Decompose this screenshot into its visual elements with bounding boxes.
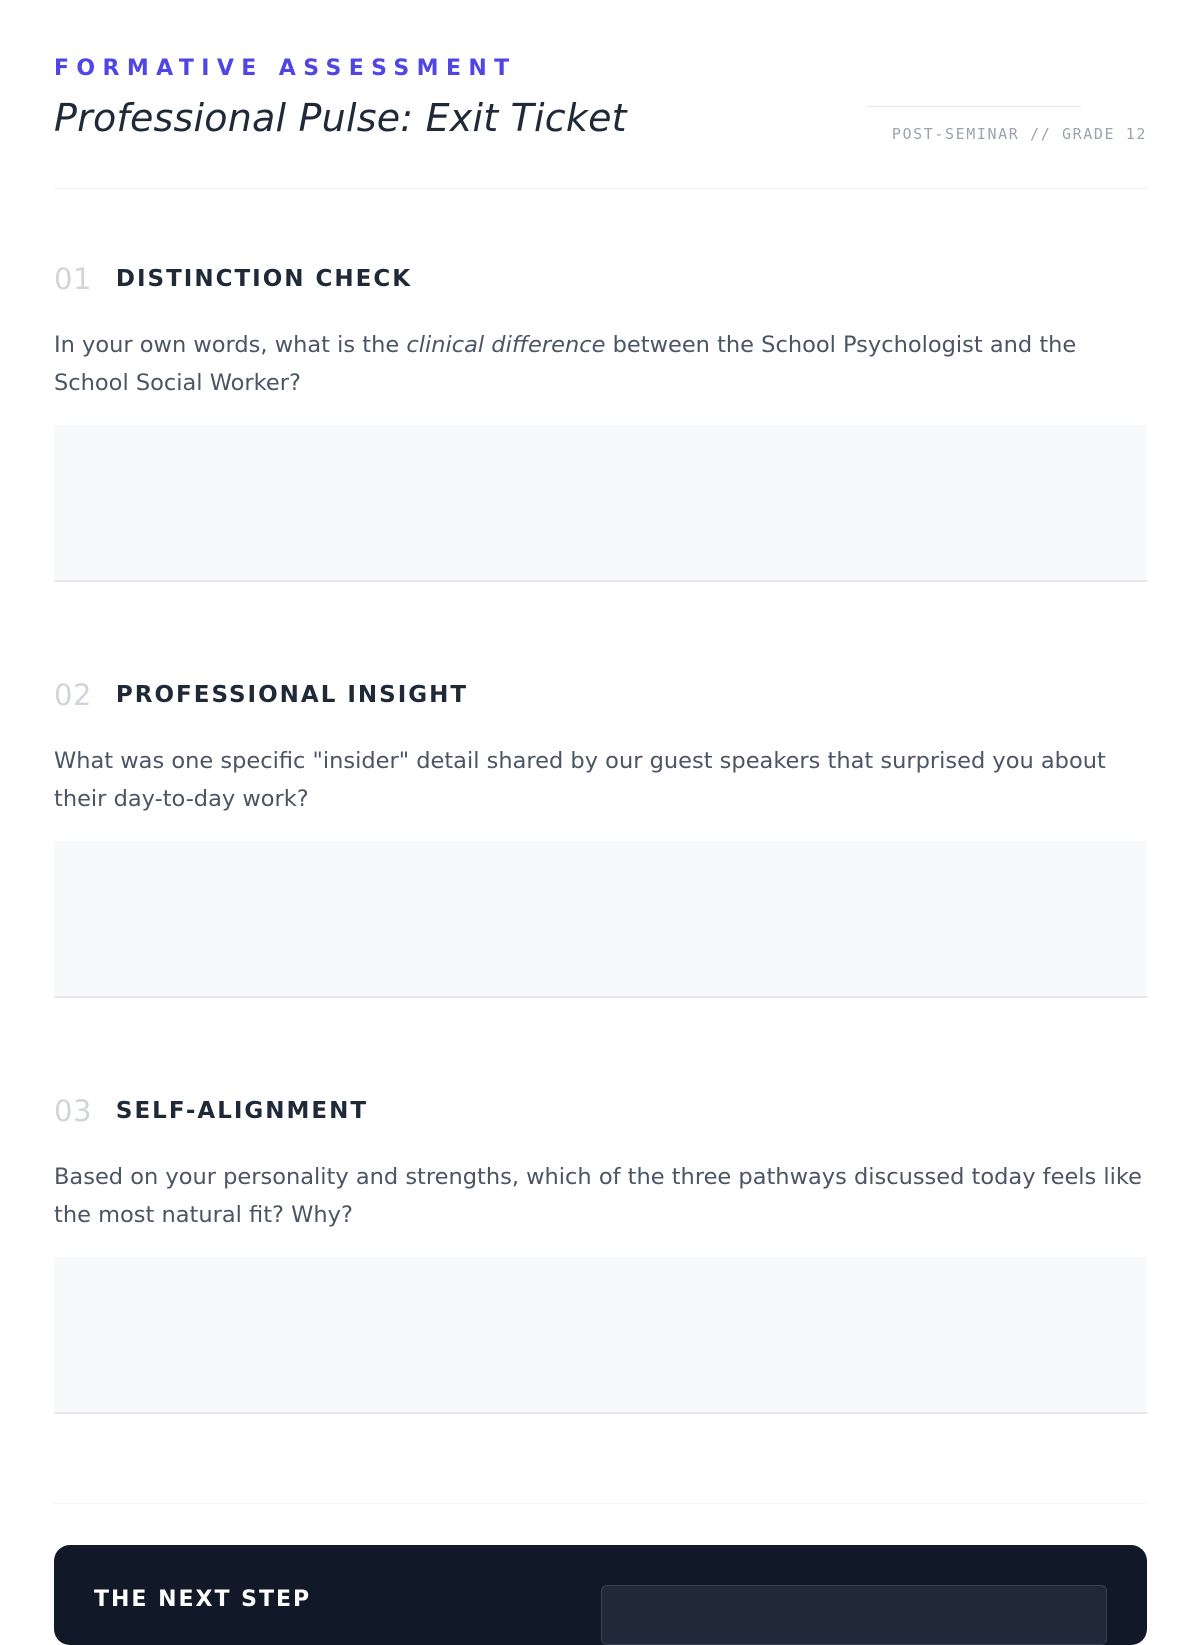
question-prompt: Based on your personality and strengths, which of the three pathways discussed today feels like the most natural fit? Why? bbox=[54, 1164, 1142, 1228]
next-step-card bbox=[54, 1545, 1147, 1645]
question-header bbox=[54, 678, 468, 712]
meta-label: POST-SEMINAR // GRADE 12 bbox=[891, 125, 1147, 143]
question-header bbox=[54, 262, 412, 296]
answer-field-3[interactable] bbox=[54, 1257, 1147, 1414]
question-prompt: What was one specific "insider" detail shared by our guest speakers that surprised you about their day-to-day work? bbox=[54, 748, 1106, 812]
header bbox=[54, 56, 1147, 189]
prompt-text-start: In your own words, what is the bbox=[54, 332, 407, 358]
question-title: SELF-ALIGNMENT bbox=[115, 1098, 369, 1124]
section-divider bbox=[54, 1503, 1147, 1504]
question-title: DISTINCTION CHECK bbox=[115, 266, 413, 292]
question-header bbox=[54, 1094, 368, 1128]
exit-ticket-page bbox=[54, 0, 1147, 1612]
answer-field-2[interactable] bbox=[54, 841, 1147, 998]
question-number: 01 bbox=[54, 262, 92, 296]
eyebrow-label: FORMATIVE ASSESSMENT bbox=[54, 56, 517, 81]
question-number: 03 bbox=[54, 1094, 92, 1128]
question-title: PROFESSIONAL INSIGHT bbox=[115, 682, 469, 708]
next-step-title: THE NEXT STEP bbox=[94, 1587, 312, 1612]
prompt-text-end: between the School Psychologist and the School Social Worker? bbox=[54, 332, 1077, 396]
meta-divider bbox=[867, 106, 1081, 107]
question-number: 02 bbox=[54, 678, 92, 712]
question-prompt bbox=[54, 326, 1147, 402]
page-title: Professional Pulse: Exit Ticket bbox=[54, 96, 627, 140]
answer-field-1[interactable] bbox=[54, 425, 1147, 582]
next-step-input[interactable] bbox=[601, 1585, 1107, 1645]
prompt-emphasis: clinical difference bbox=[406, 332, 606, 358]
